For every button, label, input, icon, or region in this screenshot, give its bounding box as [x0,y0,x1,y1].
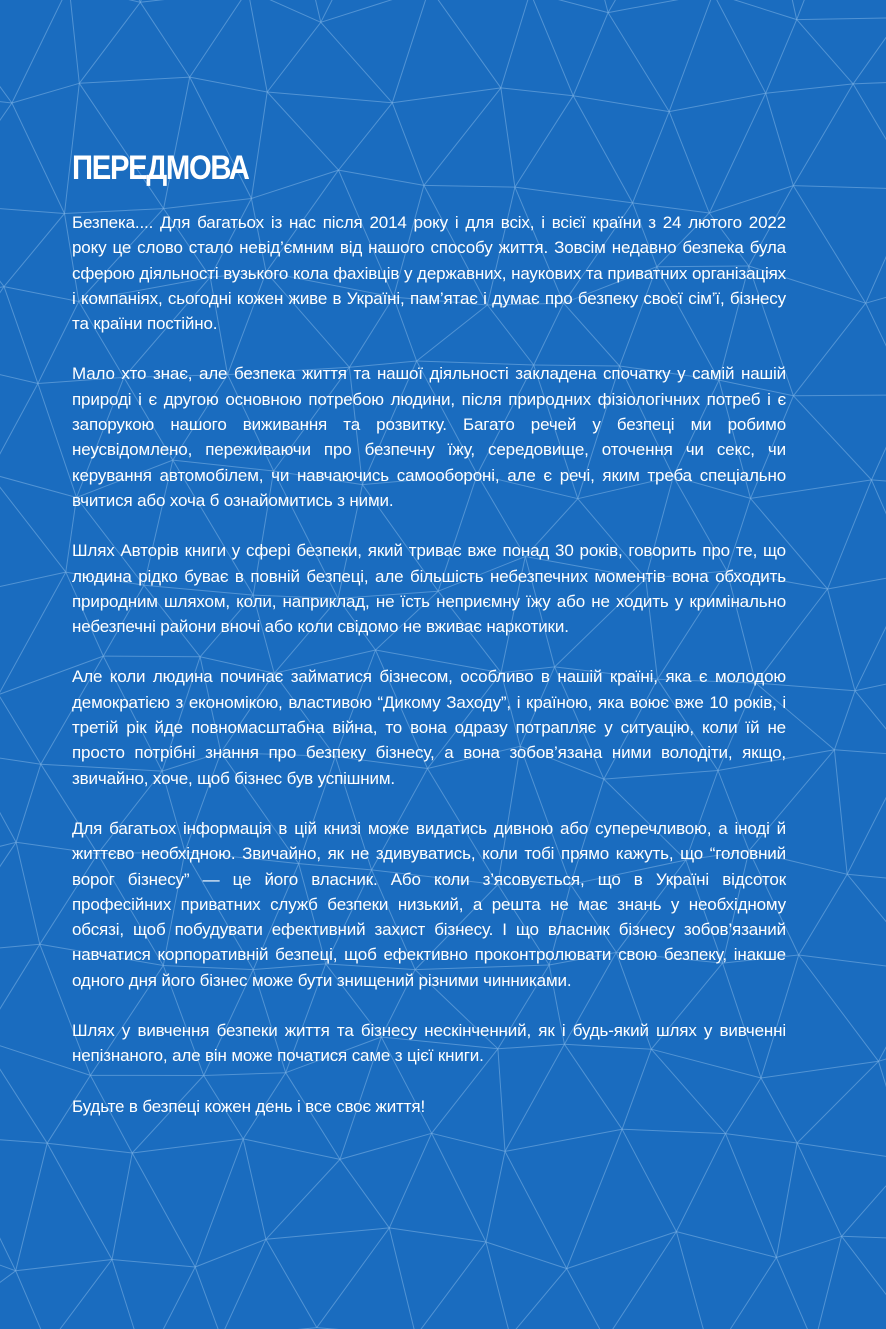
paragraph-1: Безпека.... Для багатьох із нас після 2014 року і для всіх, і всієї країни з 24 лютого 2022 року це слово стало невід’ємним від нашого способу життя. Зовсім недавно безпека була сферою діяльності вузького кола фахівців у державних, наукових та приватних організаціях і компаніях, сьогодні кожен живе в Україні, пам’ятає і думає про безпеку своєї сім’ї, бізнесу та країни постійно. [72,213,786,334]
paragraph-7: Будьте в безпеці кожен день і все своє життя! [72,1096,426,1116]
paragraph-3: Шлях Авторів книги у сфері безпеки, який триває вже понад 30 років, говорить про те, що людина рідко буває в повній безпеці, але більшість небезпечних моментів вона обходить природним шляхом, коли, наприклад, не їсть неприємну їжу або не ходить у кримінально небезпечні райони вночі або коли свідомо не вживає наркотики. [72,541,786,637]
preface-body [72,210,786,1144]
paragraph-2: Мало хто знає, але безпека життя та нашої діяльності закладена спочатку у самій нашій природі і є другою основною потребою людини, після природних фізіологічних потреб і є запорукою нашого виживання та розвитку. Багато речей у безпеці ми робимо неусвідомлено, переживаючи про безпечну їжу, середовище, оточення чи секс, чи керування автомобілем, чи навчаючись самообороні, але є речі, яким треба спеціально вчитися або хоча б ознайомитись з ними. [72,364,786,510]
paragraph-5: Для багатьох інформація в цій книзі може видатись дивною або суперечливою, а іноді й життєво необхідною. Звичайно, як не здивуватись, коли тобі прямо кажуть, що “головний ворог бізнесу” — це його власник. Або коли з’ясовується, що в Україні відсоток професійних приватних служб безпеки низький, а решта не має знань у необхідному обсязі, щоб побудувати ефективний захист бізнесу. І що власник бізнесу зобов’язаний навчатися корпоративній безпеці, щоб ефективно проконтролювати свою безпеку, інакше одного дня його бізнес може бути знищений різними чинниками. [72,818,786,990]
paragraph-6: Шлях у вивчення безпеки життя та бізнесу нескінченний, як і будь-який шлях у вивченні непізнаного, але він може початися саме з цієї книги. [72,1021,786,1066]
page-title: ПЕРЕДМОВА [72,149,249,187]
paragraph-4: Але коли людина починає займатися бізнесом, особливо в нашій країні, яка є молодою демократією з економікою, властивою “Дикому Заходу”, і країною, яка воює вже 10 років, і третій рік йде повномасштабна війна, то вона одразу потрапляє у ситуацію, коли їй не просто потрібні знання про безпеку бізнесу, а вона зобов’язана ними володіти, якщо, звичайно, хоче, щоб бізнес був успішним. [72,667,786,788]
